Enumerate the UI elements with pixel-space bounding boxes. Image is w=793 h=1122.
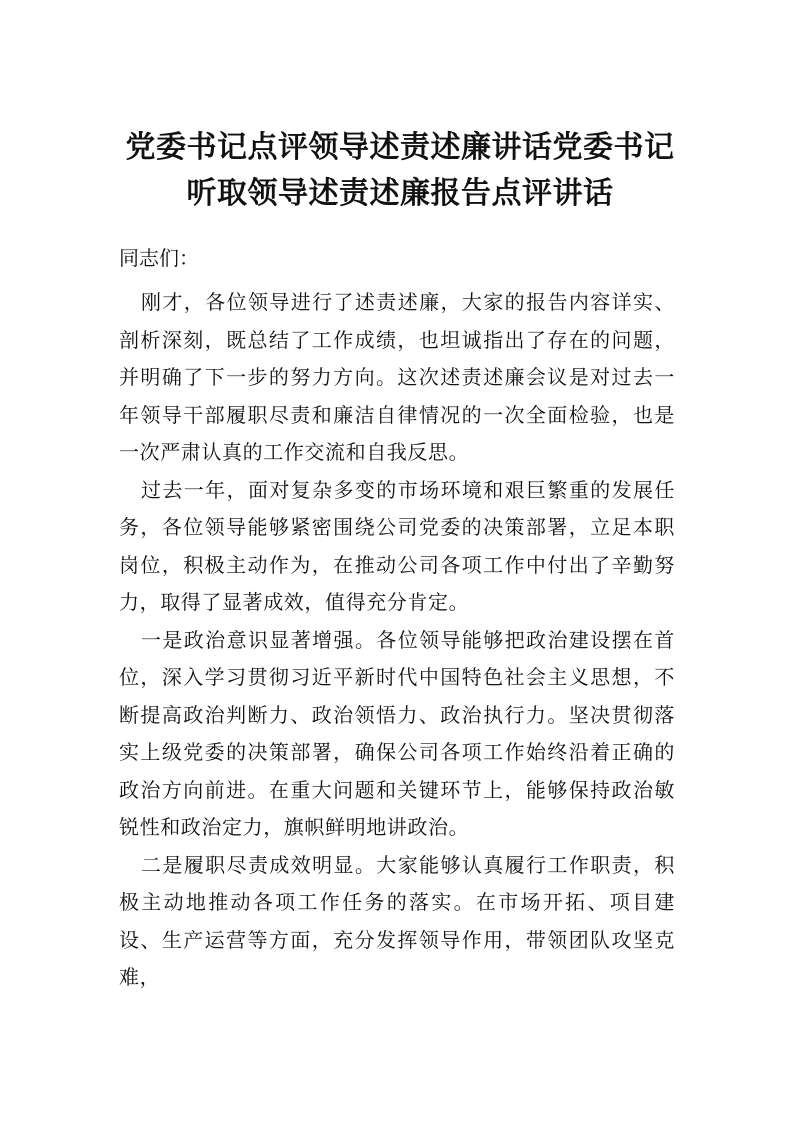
document-title-line-2: 听取领导述责述廉报告点评讲话 — [186, 176, 614, 211]
salutation: 同志们： — [119, 246, 199, 270]
paragraph-review: 过去一年，面对复杂多变的市场环境和艰巨繁重的发展任务，各位领导能够紧密围绕公司党委的决策部署，立足本职岗位，积极主动作为，在推动公司各项工作中付出了辛勤努力，取得了显著成效，值得充分肯定。 — [119, 477, 675, 614]
paragraph-point-two: 二是履职尽责成效明显。大家能够认真履行工作职责，积极主动地推动各项工作任务的落实。在市场开拓、项目建设、生产运营等方面，充分发挥领导作用，带领团队攻坚克难， — [119, 852, 675, 989]
paragraph-point-one: 一是政治意识显著增强。各位领导能够把政治建设摆在首位，深入学习贯彻习近平新时代中国特色社会主义思想，不断提高政治判断力、政治领悟力、政治执行力。坚决贯彻落实上级党委的决策部署，确保公司各项工作始终沿着正确的政治方向前进。在重大问题和关键环节上，能够保持政治敏锐性和政治定力，旗帜鲜明地讲政治。 — [119, 627, 675, 839]
document-title-line-1: 党委书记点评领导述责述廉讲话党委书记 — [125, 130, 675, 165]
document-body — [119, 284, 675, 997]
paragraph-opening: 刚才，各位领导进行了述责述廉，大家的报告内容详实、剖析深刻，既总结了工作成绩，也坦诚指出了存在的问题，并明确了下一步的努力方向。这次述责述廉会议是对过去一年领导干部履职尽责和廉洁自律情况的一次全面检验，也是一次严肃认真的工作交流和自我反思。 — [119, 290, 675, 464]
